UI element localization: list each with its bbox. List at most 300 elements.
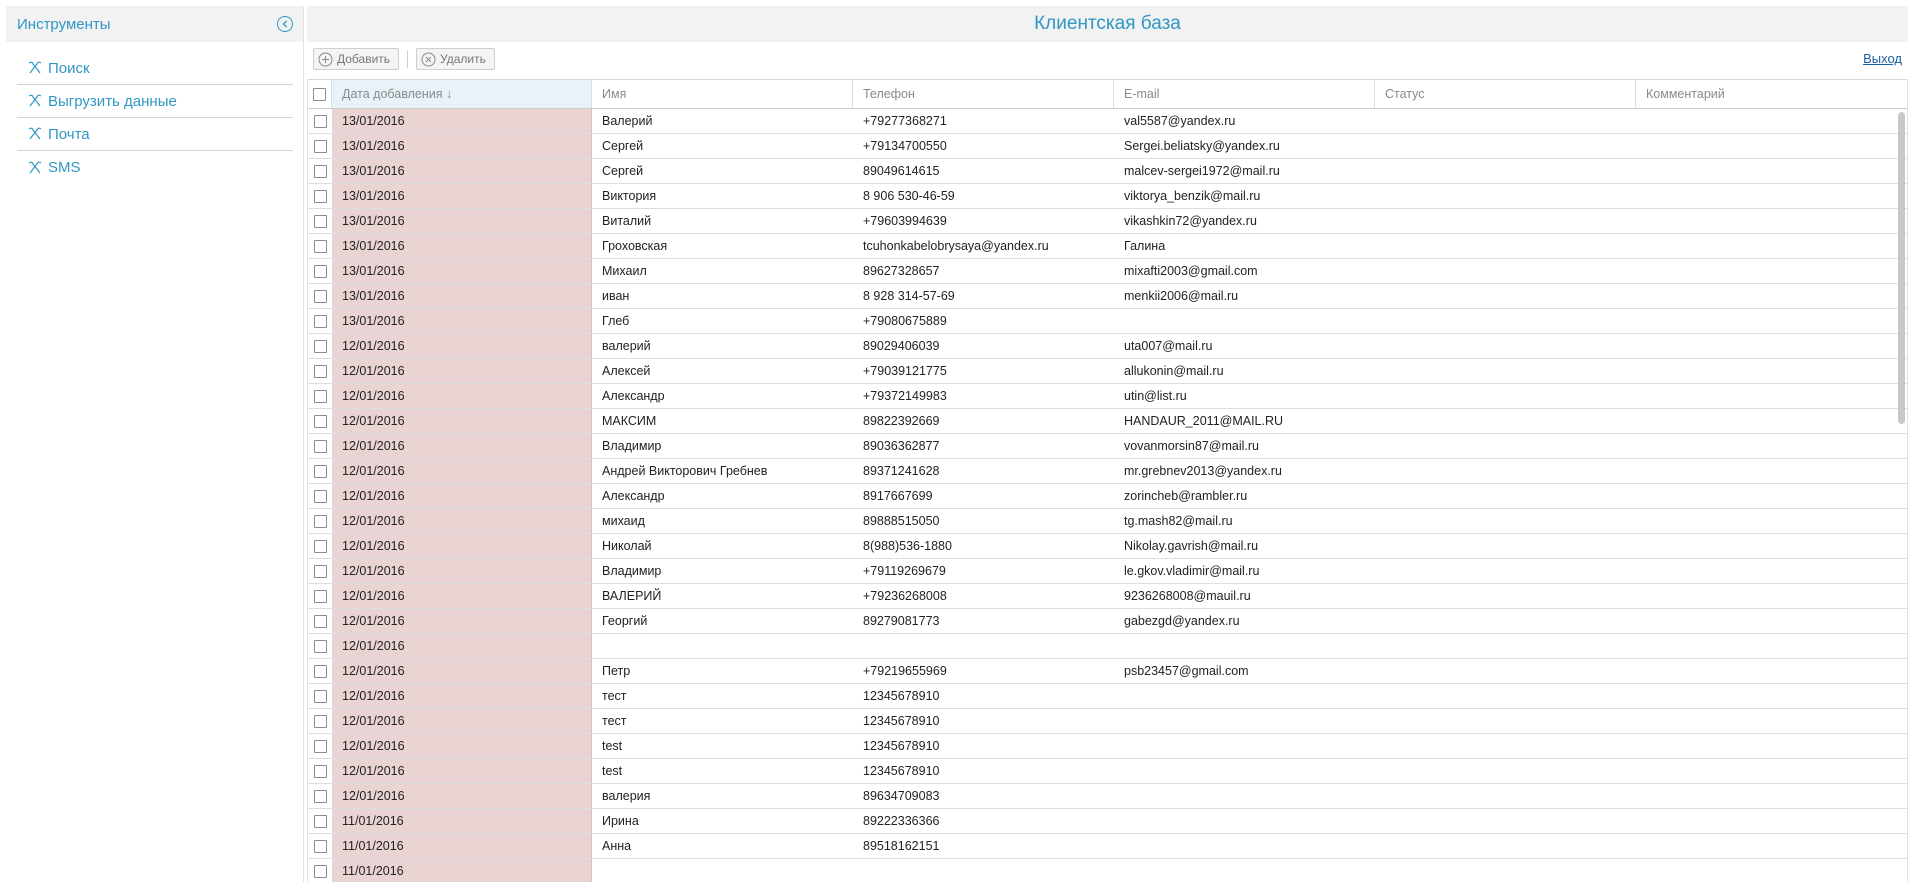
- row-checkbox[interactable]: [314, 815, 327, 828]
- chevron-left-icon: [280, 19, 290, 29]
- row-checkbox[interactable]: [314, 240, 327, 253]
- email-cell: allukonin@mail.ru: [1124, 364, 1224, 378]
- table-row[interactable]: [308, 859, 1907, 882]
- comment-cell: [1636, 634, 1888, 658]
- table-row[interactable]: [308, 459, 1907, 484]
- tool-icon: [27, 60, 43, 76]
- tool-icon: [27, 126, 43, 142]
- name-cell: Петр: [602, 664, 631, 678]
- status-cell: [1375, 309, 1636, 333]
- name-cell: Георгий: [602, 614, 648, 628]
- add-button[interactable]: [313, 48, 399, 70]
- status-cell: [1375, 684, 1636, 708]
- phone-cell: [853, 634, 1114, 658]
- status-cell: [1375, 809, 1636, 833]
- date-cell: 12/01/2016: [332, 559, 592, 583]
- comment-cell: [1636, 259, 1888, 283]
- table-row[interactable]: [308, 734, 1907, 759]
- name-cell: Валерий: [602, 114, 653, 128]
- comment-cell: [1636, 659, 1888, 683]
- date-cell: 12/01/2016: [332, 659, 592, 683]
- name-cell: Сергей: [602, 164, 644, 178]
- vertical-scrollbar[interactable]: [1897, 112, 1905, 882]
- select-all-checkbox[interactable]: [313, 88, 326, 101]
- page-header: [307, 6, 1908, 42]
- table-row[interactable]: [308, 659, 1907, 684]
- table-row[interactable]: [308, 109, 1907, 134]
- email-cell: [1114, 759, 1375, 783]
- name-cell: иван: [602, 289, 630, 303]
- row-select-cell: [308, 384, 332, 408]
- page-title: Клиентская база: [1034, 13, 1181, 34]
- phone-cell: +79236268008: [863, 589, 947, 603]
- date-cell: 12/01/2016: [332, 384, 592, 408]
- status-cell: [1375, 734, 1636, 758]
- status-cell: [1375, 534, 1636, 558]
- row-checkbox[interactable]: [314, 715, 327, 728]
- table-row[interactable]: [308, 159, 1907, 184]
- row-select-cell: [308, 359, 332, 383]
- row-checkbox[interactable]: [314, 265, 327, 278]
- toolbar-divider: [407, 50, 408, 68]
- row-checkbox[interactable]: [314, 615, 327, 628]
- table-row[interactable]: [308, 834, 1907, 859]
- phone-cell: 8 928 314-57-69: [863, 289, 955, 303]
- table-header: [308, 79, 1907, 109]
- comment-cell: [1636, 434, 1888, 458]
- name-cell: ВАЛЕРИЙ: [602, 589, 662, 603]
- sidebar-header: [6, 6, 303, 42]
- column-header-name[interactable]: Имя: [592, 80, 853, 108]
- name-cell: тест: [602, 689, 627, 703]
- email-cell: [1114, 809, 1375, 833]
- delete-button-label: Удалить: [440, 52, 486, 66]
- date-cell: 13/01/2016: [332, 209, 592, 233]
- table-row[interactable]: [308, 759, 1907, 784]
- status-cell: [1375, 459, 1636, 483]
- sidebar-item-label: Почта: [48, 125, 90, 143]
- date-cell: 12/01/2016: [332, 709, 592, 733]
- email-cell: 9236268008@mauil.ru: [1124, 589, 1251, 603]
- email-cell: val5587@yandex.ru: [1124, 114, 1236, 128]
- table-row[interactable]: [308, 384, 1907, 409]
- comment-cell: [1636, 709, 1888, 733]
- email-cell: HANDAUR_2011@MAIL.RU: [1124, 414, 1284, 428]
- name-cell: [592, 859, 853, 882]
- row-select-cell: [308, 684, 332, 708]
- phone-cell: 89036362877: [863, 439, 940, 453]
- date-cell: 11/01/2016: [332, 834, 592, 858]
- status-cell: [1375, 259, 1636, 283]
- row-checkbox[interactable]: [314, 465, 327, 478]
- table-row[interactable]: [308, 134, 1907, 159]
- table-row[interactable]: [308, 259, 1907, 284]
- name-cell: Андрей Викторович Гребнев: [602, 464, 768, 478]
- comment-cell: [1636, 359, 1888, 383]
- email-cell: [1114, 834, 1375, 858]
- comment-cell: [1636, 384, 1888, 408]
- row-select-cell: [308, 784, 332, 808]
- phone-cell: 12345678910: [863, 764, 940, 778]
- email-cell: mr.grebnev2013@yandex.ru: [1124, 464, 1282, 478]
- table-row[interactable]: [308, 209, 1907, 234]
- table-row[interactable]: [308, 184, 1907, 209]
- collapse-sidebar-button[interactable]: [277, 16, 293, 32]
- date-cell: 11/01/2016: [332, 859, 592, 882]
- date-cell: 12/01/2016: [332, 734, 592, 758]
- comment-cell: [1636, 184, 1888, 208]
- row-checkbox[interactable]: [314, 190, 327, 203]
- email-cell: Галина: [1124, 239, 1166, 253]
- row-select-cell: [308, 509, 332, 533]
- row-select-cell: [308, 584, 332, 608]
- row-select-cell: [308, 659, 332, 683]
- row-select-cell: [308, 809, 332, 833]
- status-cell: [1375, 584, 1636, 608]
- phone-cell: 8(988)536-1880: [863, 539, 952, 553]
- app-window: [6, 6, 1908, 882]
- tool-icon: [27, 160, 43, 176]
- comment-cell: [1636, 209, 1888, 233]
- name-cell: Владимир: [602, 564, 662, 578]
- name-cell: МАКСИМ: [602, 414, 657, 428]
- row-select-cell: [308, 234, 332, 258]
- date-cell: 12/01/2016: [332, 634, 592, 658]
- row-select-cell: [308, 859, 332, 882]
- row-checkbox[interactable]: [314, 140, 327, 153]
- name-cell: тест: [602, 714, 627, 728]
- name-cell: Владимир: [602, 439, 662, 453]
- date-cell: 13/01/2016: [332, 109, 592, 133]
- comment-cell: [1636, 334, 1888, 358]
- name-cell: Николай: [602, 539, 652, 553]
- phone-cell: 89888515050: [863, 514, 940, 528]
- column-header-email[interactable]: E-mail: [1114, 80, 1375, 108]
- clients-table: [307, 79, 1908, 882]
- row-checkbox[interactable]: [314, 515, 327, 528]
- email-cell: [1114, 784, 1375, 808]
- table-row[interactable]: [308, 509, 1907, 534]
- phone-cell: [853, 859, 1114, 882]
- comment-cell: [1636, 584, 1888, 608]
- name-cell: Алексей: [602, 364, 651, 378]
- column-header-date[interactable]: Дата добавления ↓: [332, 80, 592, 108]
- email-cell: psb23457@gmail.com: [1124, 664, 1249, 678]
- name-cell: Михаил: [602, 264, 647, 278]
- column-header-phone[interactable]: Телефон: [853, 80, 1114, 108]
- comment-cell: [1636, 834, 1888, 858]
- phone-cell: 89049614615: [863, 164, 940, 178]
- row-checkbox[interactable]: [314, 215, 327, 228]
- row-checkbox[interactable]: [314, 665, 327, 678]
- row-checkbox[interactable]: [314, 415, 327, 428]
- phone-cell: 12345678910: [863, 714, 940, 728]
- status-cell: [1375, 709, 1636, 733]
- email-cell: viktorya_benzik@mail.ru: [1124, 189, 1261, 203]
- date-cell: 13/01/2016: [332, 309, 592, 333]
- status-cell: [1375, 284, 1636, 308]
- comment-cell: [1636, 284, 1888, 308]
- comment-cell: [1636, 784, 1888, 808]
- email-cell: utin@list.ru: [1124, 389, 1187, 403]
- tool-icon: [27, 93, 43, 109]
- date-cell: 13/01/2016: [332, 159, 592, 183]
- name-cell: Ирина: [602, 814, 639, 828]
- phone-cell: 89634709083: [863, 789, 940, 803]
- row-checkbox[interactable]: [314, 690, 327, 703]
- date-cell: 12/01/2016: [332, 434, 592, 458]
- email-cell: tg.mash82@mail.ru: [1124, 514, 1233, 528]
- row-select-cell: [308, 409, 332, 433]
- email-cell: gabezgd@yandex.ru: [1124, 614, 1240, 628]
- name-cell: test: [602, 764, 623, 778]
- email-cell: malcev-sergei1972@mail.ru: [1124, 164, 1280, 178]
- status-cell: [1375, 759, 1636, 783]
- date-cell: 12/01/2016: [332, 684, 592, 708]
- row-select-cell: [308, 709, 332, 733]
- row-select-cell: [308, 759, 332, 783]
- phone-cell: 89822392669: [863, 414, 940, 428]
- name-cell: Виталий: [602, 214, 652, 228]
- row-checkbox[interactable]: [314, 165, 327, 178]
- status-cell: [1375, 384, 1636, 408]
- phone-cell: 89627328657: [863, 264, 940, 278]
- table-row[interactable]: [308, 559, 1907, 584]
- date-cell: 12/01/2016: [332, 459, 592, 483]
- comment-cell: [1636, 234, 1888, 258]
- table-row[interactable]: [308, 434, 1907, 459]
- sidebar-item-sms[interactable]: [17, 151, 293, 184]
- status-cell: [1375, 859, 1636, 882]
- row-checkbox[interactable]: [314, 115, 327, 128]
- row-select-cell: [308, 259, 332, 283]
- table-row[interactable]: [308, 634, 1907, 659]
- date-cell: 13/01/2016: [332, 259, 592, 283]
- status-cell: [1375, 359, 1636, 383]
- row-select-cell: [308, 434, 332, 458]
- phone-cell: +79039121775: [863, 364, 947, 378]
- row-select-cell: [308, 634, 332, 658]
- status-cell: [1375, 409, 1636, 433]
- row-checkbox[interactable]: [314, 740, 327, 753]
- table-row[interactable]: [308, 309, 1907, 334]
- date-cell: 12/01/2016: [332, 409, 592, 433]
- date-cell: 12/01/2016: [332, 534, 592, 558]
- phone-cell: tcuhonkabelobrysaya@yandex.ru: [863, 239, 1049, 253]
- row-checkbox[interactable]: [314, 790, 327, 803]
- row-checkbox[interactable]: [314, 640, 327, 653]
- name-cell: валерий: [602, 339, 651, 353]
- email-cell: vikashkin72@yandex.ru: [1124, 214, 1257, 228]
- table-row[interactable]: [308, 334, 1907, 359]
- phone-cell: 12345678910: [863, 739, 940, 753]
- status-cell: [1375, 159, 1636, 183]
- phone-cell: +79219655969: [863, 664, 947, 678]
- date-cell: 13/01/2016: [332, 184, 592, 208]
- phone-cell: 12345678910: [863, 689, 940, 703]
- email-cell: Nikolay.gavrish@mail.ru: [1124, 539, 1259, 553]
- date-cell: 13/01/2016: [332, 284, 592, 308]
- row-select-cell: [308, 834, 332, 858]
- table-row[interactable]: [308, 609, 1907, 634]
- scrollbar-thumb[interactable]: [1898, 112, 1905, 424]
- comment-cell: [1636, 809, 1888, 833]
- add-button-label: Добавить: [337, 52, 391, 66]
- row-select-cell: [308, 534, 332, 558]
- row-select-cell: [308, 209, 332, 233]
- comment-cell: [1636, 509, 1888, 533]
- row-select-cell: [308, 484, 332, 508]
- comment-cell: [1636, 134, 1888, 158]
- status-cell: [1375, 509, 1636, 533]
- row-checkbox[interactable]: [314, 340, 327, 353]
- email-cell: vovanmorsin87@mail.ru: [1124, 439, 1259, 453]
- sidebar-item-mail[interactable]: [17, 118, 293, 151]
- date-cell: 12/01/2016: [332, 609, 592, 633]
- sidebar: [6, 6, 304, 882]
- row-select-cell: [308, 109, 332, 133]
- date-cell: 12/01/2016: [332, 359, 592, 383]
- phone-cell: 89279081773: [863, 614, 940, 628]
- table-row[interactable]: [308, 684, 1907, 709]
- email-cell: Sergei.beliatsky@yandex.ru: [1124, 139, 1280, 153]
- name-cell: test: [602, 739, 623, 753]
- row-checkbox[interactable]: [314, 865, 327, 878]
- status-cell: [1375, 484, 1636, 508]
- plus-circle-icon: [318, 52, 333, 67]
- comment-cell: [1636, 484, 1888, 508]
- status-cell: [1375, 784, 1636, 808]
- name-cell: [592, 634, 853, 658]
- email-cell: mixafti2003@gmail.com: [1124, 264, 1258, 278]
- date-cell: 12/01/2016: [332, 484, 592, 508]
- name-cell: Виктория: [602, 189, 657, 203]
- table-row[interactable]: [308, 534, 1907, 559]
- row-checkbox[interactable]: [314, 315, 327, 328]
- row-checkbox[interactable]: [314, 540, 327, 553]
- row-select-cell: [308, 559, 332, 583]
- date-cell: 11/01/2016: [332, 809, 592, 833]
- table-row[interactable]: [308, 359, 1907, 384]
- sidebar-menu: [6, 42, 303, 184]
- phone-cell: 89518162151: [863, 839, 940, 853]
- comment-cell: [1636, 109, 1888, 133]
- sidebar-item-label: Выгрузить данные: [48, 92, 177, 110]
- table-row[interactable]: [308, 809, 1907, 834]
- phone-cell: 8 906 530-46-59: [863, 189, 955, 203]
- comment-cell: [1636, 759, 1888, 783]
- comment-cell: [1636, 409, 1888, 433]
- table-row[interactable]: [308, 234, 1907, 259]
- row-checkbox[interactable]: [314, 440, 327, 453]
- status-cell: [1375, 209, 1636, 233]
- comment-cell: [1636, 534, 1888, 558]
- phone-cell: +79277368271: [863, 114, 947, 128]
- row-checkbox[interactable]: [314, 765, 327, 778]
- email-cell: [1114, 734, 1375, 758]
- row-select-cell: [308, 734, 332, 758]
- email-cell: uta007@mail.ru: [1124, 339, 1213, 353]
- sidebar-title: Инструменты: [17, 15, 111, 33]
- table-row[interactable]: [308, 409, 1907, 434]
- email-cell: zorincheb@rambler.ru: [1124, 489, 1248, 503]
- table-row[interactable]: [308, 584, 1907, 609]
- delete-button[interactable]: [416, 48, 495, 70]
- email-cell: [1114, 684, 1375, 708]
- row-checkbox[interactable]: [314, 365, 327, 378]
- column-header-status[interactable]: Статус: [1375, 80, 1636, 108]
- date-cell: 12/01/2016: [332, 759, 592, 783]
- row-select-cell: [308, 459, 332, 483]
- table-row[interactable]: [308, 784, 1907, 809]
- date-cell: 12/01/2016: [332, 784, 592, 808]
- select-all-cell: [308, 80, 332, 108]
- row-checkbox[interactable]: [314, 590, 327, 603]
- phone-cell: 89029406039: [863, 339, 940, 353]
- table-body: [308, 109, 1907, 882]
- sidebar-item-search[interactable]: [17, 52, 293, 85]
- exit-link[interactable]: Выход: [1863, 51, 1902, 66]
- comment-cell: [1636, 309, 1888, 333]
- row-checkbox[interactable]: [314, 290, 327, 303]
- row-checkbox[interactable]: [314, 565, 327, 578]
- status-cell: [1375, 134, 1636, 158]
- column-header-comment[interactable]: Комментарий: [1646, 87, 1725, 101]
- status-cell: [1375, 609, 1636, 633]
- phone-cell: 8917667699: [863, 489, 933, 503]
- email-cell: [1114, 634, 1375, 658]
- row-select-cell: [308, 334, 332, 358]
- email-cell: [1114, 309, 1375, 333]
- phone-cell: +79372149983: [863, 389, 947, 403]
- name-cell: Глеб: [602, 314, 630, 328]
- comment-cell: [1636, 609, 1888, 633]
- date-cell: 12/01/2016: [332, 584, 592, 608]
- status-cell: [1375, 559, 1636, 583]
- table-row[interactable]: [308, 709, 1907, 734]
- phone-cell: +79119269679: [863, 564, 946, 578]
- name-cell: валерия: [602, 789, 651, 803]
- x-circle-icon: [421, 52, 436, 67]
- phone-cell: +79134700550: [863, 139, 947, 153]
- name-cell: Александр: [602, 489, 665, 503]
- status-cell: [1375, 659, 1636, 683]
- status-cell: [1375, 109, 1636, 133]
- row-select-cell: [308, 309, 332, 333]
- email-cell: le.gkov.vladimir@mail.ru: [1124, 564, 1260, 578]
- main-panel: [307, 6, 1908, 882]
- name-cell: Гроховская: [602, 239, 668, 253]
- table-row[interactable]: [308, 484, 1907, 509]
- sidebar-item-label: Поиск: [48, 59, 90, 77]
- row-checkbox[interactable]: [314, 840, 327, 853]
- row-select-cell: [308, 184, 332, 208]
- row-checkbox[interactable]: [314, 390, 327, 403]
- row-select-cell: [308, 284, 332, 308]
- sidebar-item-export[interactable]: [17, 85, 293, 118]
- email-cell: [1114, 859, 1375, 882]
- name-cell: Сергей: [602, 139, 644, 153]
- comment-cell: [1636, 159, 1888, 183]
- comment-cell: [1636, 459, 1888, 483]
- toolbar: [307, 42, 1908, 76]
- name-cell: Александр: [602, 389, 665, 403]
- status-cell: [1375, 184, 1636, 208]
- row-checkbox[interactable]: [314, 490, 327, 503]
- name-cell: михаид: [602, 514, 645, 528]
- table-row[interactable]: [308, 284, 1907, 309]
- date-cell: 12/01/2016: [332, 509, 592, 533]
